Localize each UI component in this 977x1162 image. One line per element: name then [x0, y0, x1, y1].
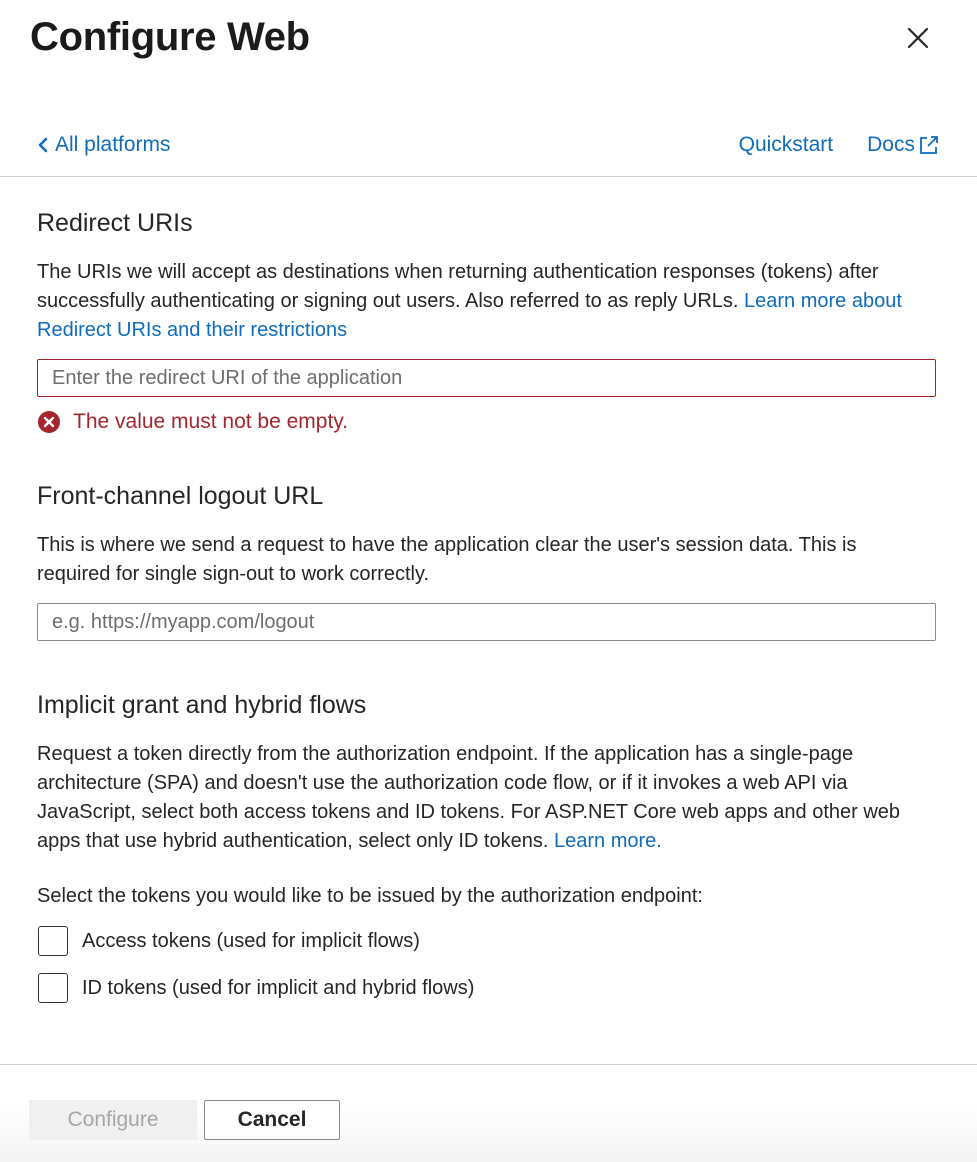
- chevron-left-icon: [37, 136, 49, 154]
- redirect-uri-error: [37, 408, 348, 436]
- close-button[interactable]: [902, 22, 934, 54]
- id-tokens-checkbox[interactable]: [38, 973, 68, 1003]
- header-divider: [0, 176, 977, 177]
- all-platforms-label: All platforms: [55, 133, 171, 156]
- logout-url-heading: Front-channel logout URL: [37, 482, 324, 510]
- error-icon: [37, 410, 61, 434]
- all-platforms-link[interactable]: [37, 130, 171, 160]
- access-tokens-checkbox[interactable]: [38, 926, 68, 956]
- close-icon: [902, 22, 934, 54]
- external-link-icon: [918, 134, 940, 156]
- redirect-uris-description-text: The URIs we will accept as destinations when returning authentication responses (tokens) after successfully authenticating or signing out users. Also referred to as reply URLs.: [37, 261, 879, 312]
- token-select-prompt: Select the tokens you would like to be issued by the authorization endpoint:: [37, 885, 703, 907]
- redirect-uris-heading: Redirect URIs: [37, 209, 193, 237]
- cancel-button[interactable]: Cancel: [204, 1100, 340, 1140]
- access-tokens-label: Access tokens (used for implicit flows): [82, 929, 420, 952]
- page-title: Configure Web: [30, 15, 310, 59]
- implicit-grant-heading: Implicit grant and hybrid flows: [37, 691, 367, 719]
- docs-link[interactable]: [867, 130, 940, 160]
- docs-label: Docs: [867, 133, 915, 156]
- implicit-grant-description-text: Request a token directly from the authorization endpoint. If the application has a single-page architecture (SPA) and doesn't use the authorization code flow, or if it invokes a web API via JavaScript, select both access tokens and ID tokens. For ASP.NET Core web apps and other web apps that use hybrid authentication, select only ID tokens.: [37, 743, 901, 852]
- quickstart-link[interactable]: Quickstart: [738, 133, 834, 156]
- implicit-grant-learn-more-link[interactable]: Learn more.: [553, 830, 662, 852]
- logout-url-input[interactable]: [37, 603, 936, 641]
- implicit-grant-description: [37, 740, 917, 856]
- configure-button[interactable]: Configure: [29, 1100, 197, 1140]
- access-tokens-option[interactable]: [38, 926, 420, 956]
- redirect-uris-description: [37, 258, 917, 345]
- id-tokens-label: ID tokens (used for implicit and hybrid flows): [82, 976, 475, 999]
- logout-url-description: This is where we send a request to have the application clear the user's session data. This is required for single sign-out to work correctly.: [37, 534, 857, 585]
- redirect-uri-input[interactable]: [37, 359, 936, 397]
- redirect-uri-error-text: The value must not be empty.: [73, 410, 349, 433]
- redirect-uris-learn-more-link[interactable]: Learn more about Redirect URIs and their restrictions: [37, 290, 902, 341]
- id-tokens-option[interactable]: [38, 973, 474, 1003]
